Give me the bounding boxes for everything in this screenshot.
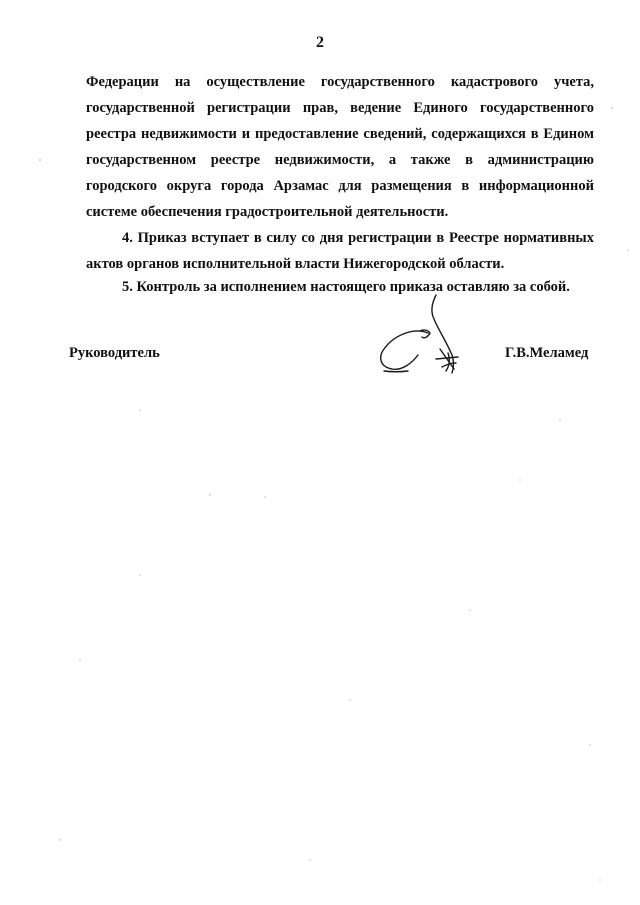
handwritten-signature	[370, 293, 470, 378]
intro-paragraph: Федерации на осуществление государственного кадастрового учета, государственной регистрации прав, ведение Единого государственного реестра недвижимости и предоставление сведений, содержащихся в Едином государственном реестре недвижимости, а также в администрацию городского округа города Арзамас для размещения в информационной системе обеспечения градостроительной деятельности.	[86, 74, 594, 220]
clause-4: 4. Приказ вступает в силу со дня регистрации в Реестре нормативных актов органов исполнительной власти Нижегородской области.	[86, 230, 594, 272]
signer-name: Г.В.Меламед	[505, 345, 589, 361]
intro-paragraph-block	[86, 69, 594, 225]
clause-5-block	[86, 274, 594, 300]
clause-5: 5. Контроль за исполнением настоящего приказа оставляю за собой.	[122, 279, 570, 295]
signer-position: Руководитель	[69, 345, 160, 361]
signature-block	[0, 338, 640, 388]
page-number: 2	[316, 34, 324, 51]
clause-4-block	[86, 225, 594, 277]
